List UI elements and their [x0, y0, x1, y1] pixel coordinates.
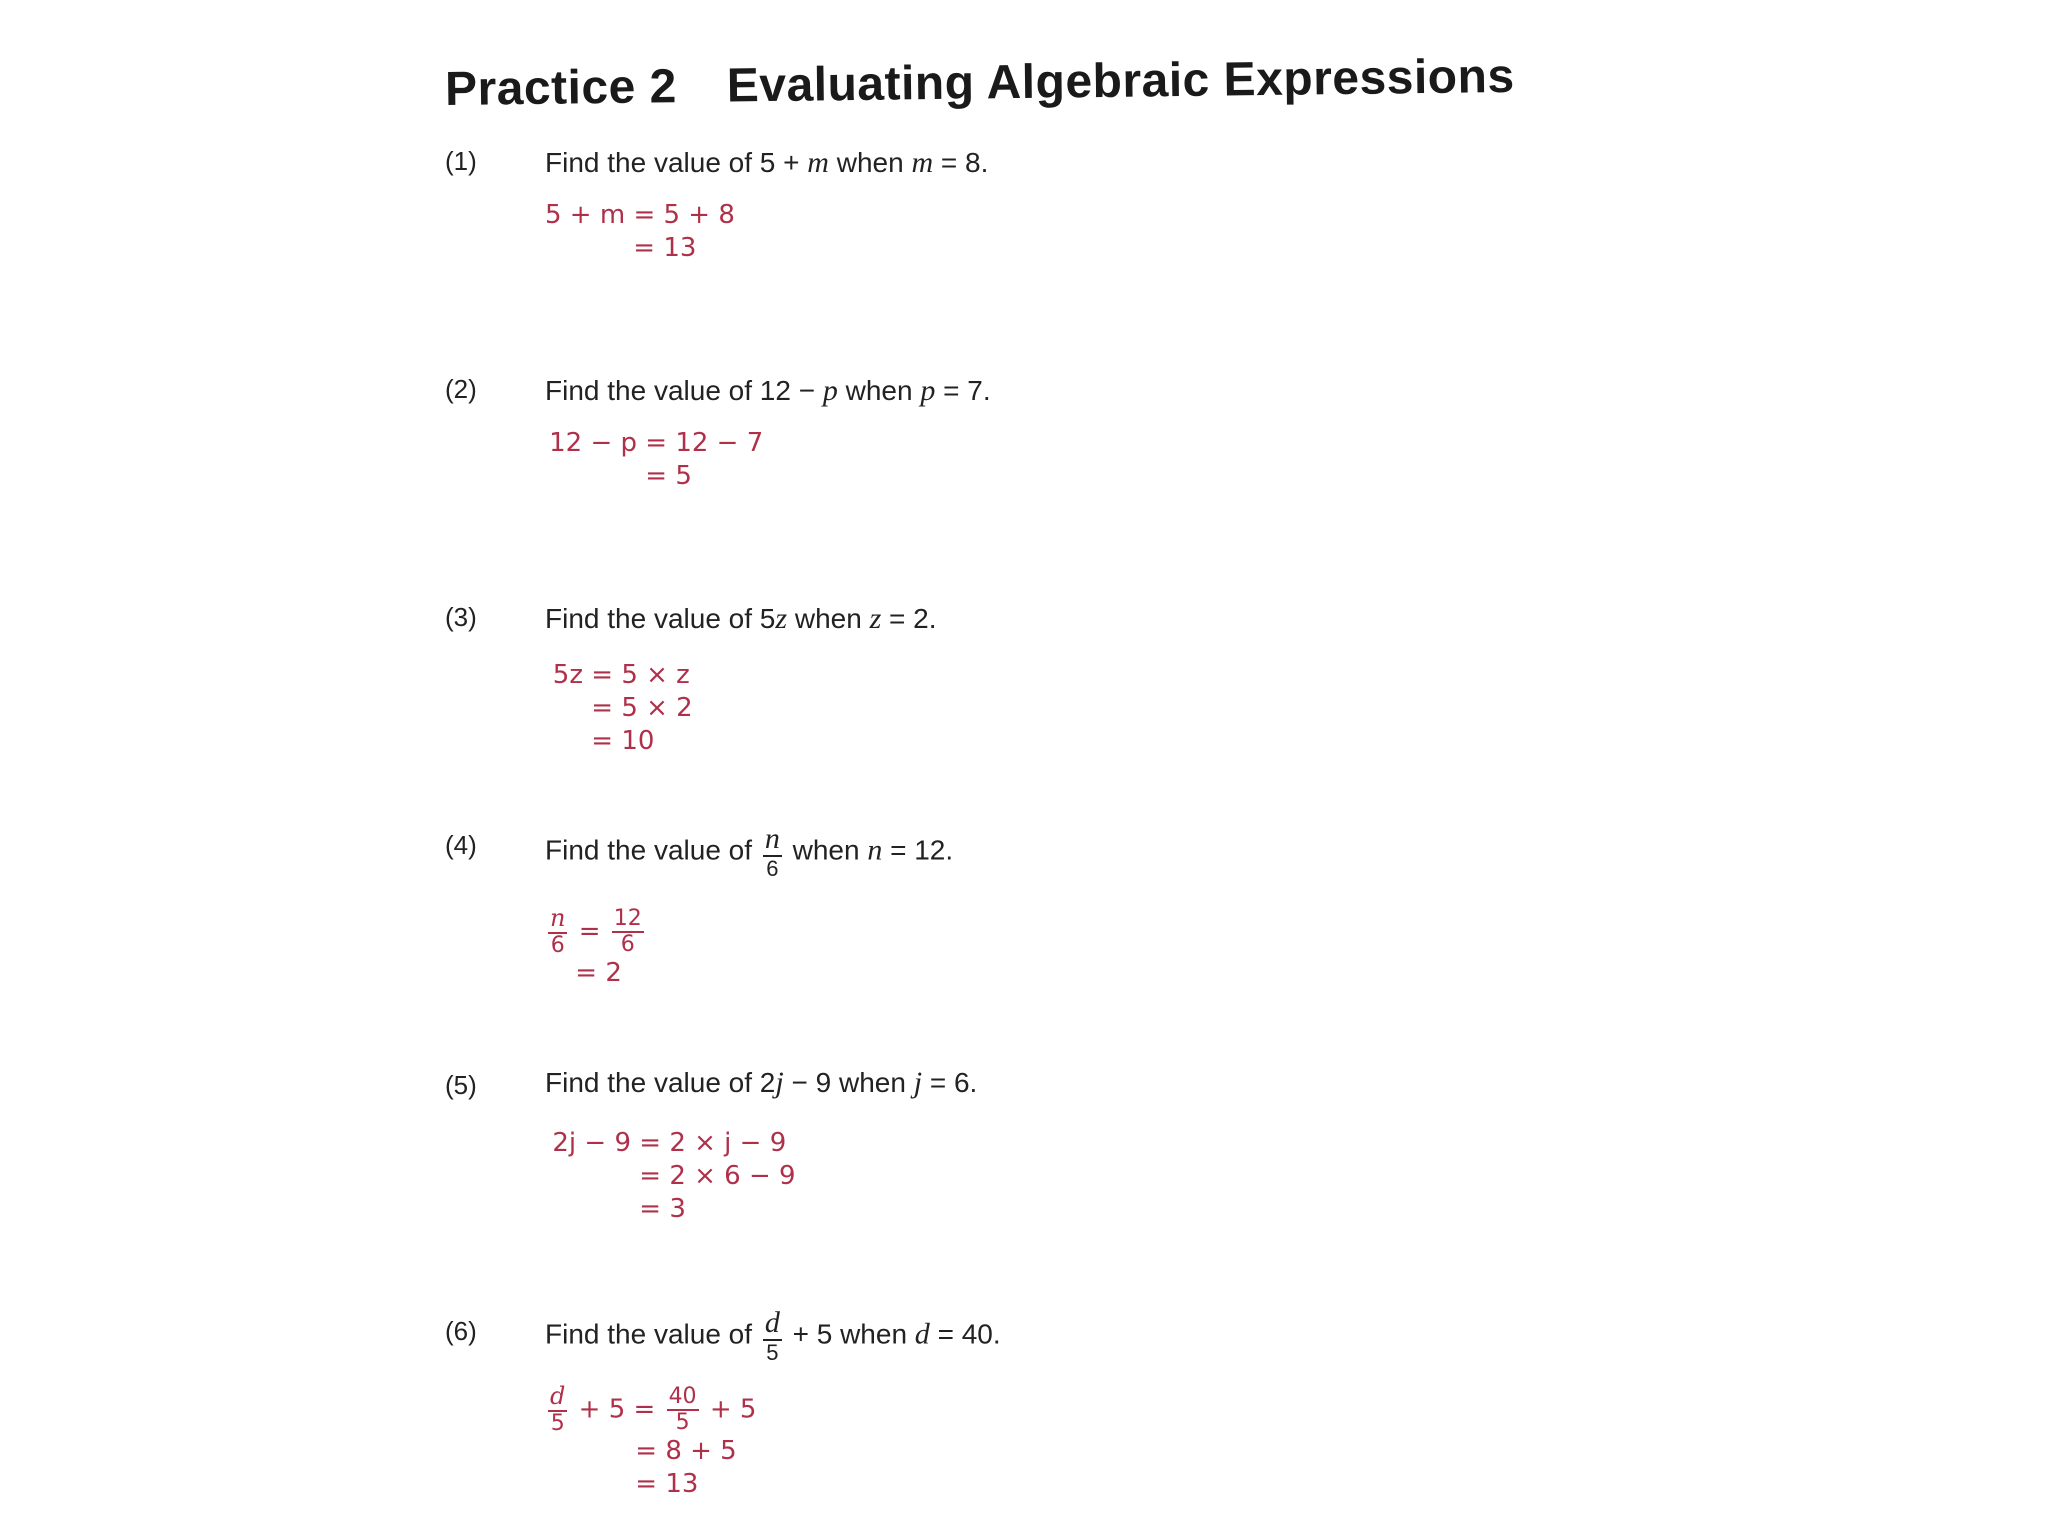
topic-label: Evaluating Algebraic Expressions — [726, 49, 1515, 113]
fraction: $\frac{12}{6}$ — [613, 905, 642, 957]
problem-number: (4) — [445, 830, 477, 860]
question-text: Find the value of $\frac{n}{6}$ when n = 12. — [545, 822, 954, 881]
solution-line: 12 − p = 12 − 7 — [549, 428, 764, 458]
solution-line: = 13 — [635, 1469, 699, 1499]
problem-number: (5) — [445, 1070, 477, 1100]
problem-number: (2) — [445, 374, 477, 404]
problem-number: (3) — [445, 602, 477, 632]
solution-line: = 5 — [645, 461, 692, 491]
page-title — [445, 49, 1515, 117]
solution-line: = 10 — [591, 726, 655, 756]
worked-solution — [545, 906, 647, 991]
solution-line: = 3 — [639, 1194, 686, 1224]
worked-solution — [545, 428, 763, 494]
fraction: $\frac{n}{6}$ — [764, 822, 780, 881]
question-text: Find the value of 2j − 9 when j = 6. — [545, 1066, 978, 1099]
fraction: $\frac{d}{5}$ — [550, 1382, 566, 1436]
fraction: $\frac{d}{5}$ — [764, 1306, 780, 1365]
solution-line: 2j − 9 = 2 × j − 9 — [552, 1128, 787, 1158]
solution-line: = 13 — [633, 233, 697, 263]
solution-line: = 2 × 6 − 9 — [639, 1161, 796, 1191]
problem-number: (6) — [445, 1316, 477, 1346]
question-text: Find the value of 5z when z = 2. — [545, 602, 937, 635]
worked-solution — [545, 1384, 756, 1502]
solution-line: 5 + m = 5 + 8 — [545, 200, 735, 230]
problem-number: (1) — [445, 146, 477, 176]
question-text: Find the value of 12 − p when p = 7. — [545, 374, 991, 407]
worked-solution — [545, 660, 693, 759]
question-text: Find the value of 5 + m when m = 8. — [545, 146, 989, 179]
fraction: $\frac{40}{5}$ — [668, 1383, 697, 1435]
solution-line: $\frac{d}{5}$ + 5 = $\frac{40}{5}$ + 5 — [550, 1382, 757, 1436]
practice-label: Practice 2 — [444, 60, 678, 116]
solution-line: = 5 × 2 — [591, 693, 693, 723]
solution-line: $\frac{n}{6}$ = $\frac{12}{6}$ — [550, 904, 642, 958]
question-text: Find the value of $\frac{d}{5}$ + 5 when d = 40. — [545, 1306, 1001, 1365]
worked-solution — [545, 1128, 796, 1227]
solution-line: = 2 — [575, 958, 622, 988]
worked-solution — [545, 200, 735, 266]
fraction: $\frac{n}{6}$ — [550, 904, 566, 958]
solution-line: 5z = 5 × z — [552, 660, 690, 690]
solution-line: = 8 + 5 — [635, 1436, 737, 1466]
